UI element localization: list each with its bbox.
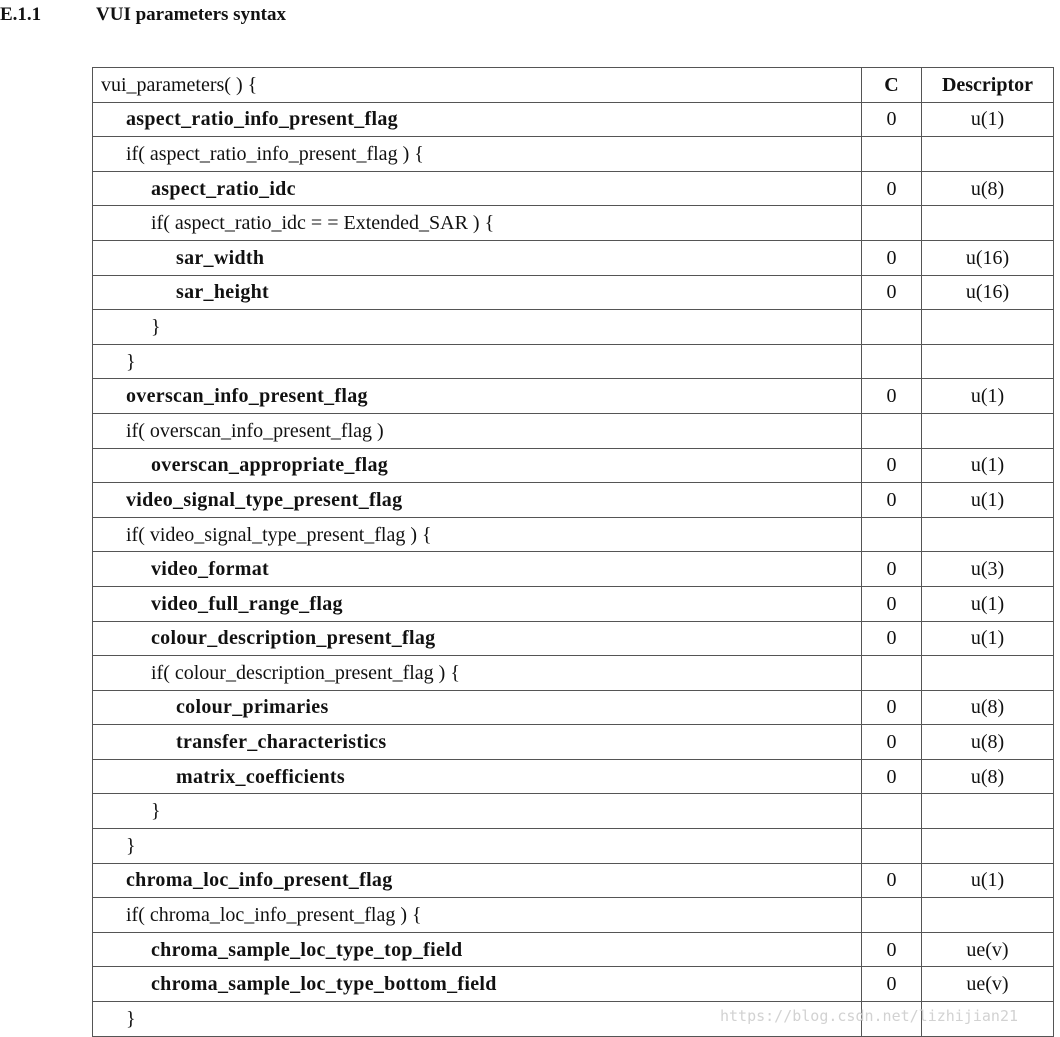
c-cell: 0 (862, 932, 922, 967)
syntax-cell: sar_height (93, 275, 862, 310)
syntax-cell: if( aspect_ratio_idc = = Extended_SAR ) { (93, 206, 862, 241)
descriptor-cell: u(1) (922, 483, 1054, 518)
c-cell (862, 656, 922, 691)
c-cell: 0 (862, 967, 922, 1002)
table-row (93, 171, 1054, 206)
syntax-cell: sar_width (93, 240, 862, 275)
table-row (93, 275, 1054, 310)
table-row (93, 759, 1054, 794)
descriptor-cell (922, 656, 1054, 691)
syntax-cell: if( aspect_ratio_info_present_flag ) { (93, 137, 862, 172)
c-cell: 0 (862, 552, 922, 587)
descriptor-cell (922, 413, 1054, 448)
syntax-cell: overscan_appropriate_flag (93, 448, 862, 483)
table-row (93, 794, 1054, 829)
table-row (93, 725, 1054, 760)
descriptor-cell: u(16) (922, 240, 1054, 275)
c-cell (862, 898, 922, 933)
syntax-cell: if( video_signal_type_present_flag ) { (93, 517, 862, 552)
table-row (93, 621, 1054, 656)
c-cell: 0 (862, 448, 922, 483)
descriptor-cell: u(1) (922, 379, 1054, 414)
header-syntax: vui_parameters( ) { (93, 68, 862, 103)
c-cell (862, 344, 922, 379)
descriptor-cell (922, 794, 1054, 829)
c-cell (862, 310, 922, 345)
syntax-cell: video_format (93, 552, 862, 587)
descriptor-cell: u(8) (922, 690, 1054, 725)
descriptor-cell: u(8) (922, 171, 1054, 206)
watermark: https://blog.csdn.net/lizhijian21 (720, 1007, 1019, 1025)
descriptor-cell (922, 517, 1054, 552)
syntax-cell: chroma_sample_loc_type_top_field (93, 932, 862, 967)
table-row (93, 863, 1054, 898)
table-row (93, 517, 1054, 552)
descriptor-cell: u(1) (922, 102, 1054, 137)
c-cell: 0 (862, 171, 922, 206)
syntax-cell: } (93, 1002, 862, 1037)
table-row (93, 240, 1054, 275)
descriptor-cell: u(1) (922, 586, 1054, 621)
descriptor-cell (922, 310, 1054, 345)
section-number: E.1.1 (0, 4, 42, 25)
syntax-cell: aspect_ratio_idc (93, 171, 862, 206)
table-row (93, 102, 1054, 137)
c-cell: 0 (862, 725, 922, 760)
syntax-cell: matrix_coefficients (93, 759, 862, 794)
table-row (93, 829, 1054, 864)
descriptor-cell: u(8) (922, 725, 1054, 760)
syntax-cell: transfer_characteristics (93, 725, 862, 760)
syntax-cell: overscan_info_present_flag (93, 379, 862, 414)
c-cell: 0 (862, 102, 922, 137)
table-row (93, 898, 1054, 933)
table-row (93, 690, 1054, 725)
table-row (93, 137, 1054, 172)
syntax-cell: video_full_range_flag (93, 586, 862, 621)
table-row (93, 967, 1054, 1002)
table-row (93, 586, 1054, 621)
table-row (93, 448, 1054, 483)
syntax-cell: colour_description_present_flag (93, 621, 862, 656)
c-cell: 0 (862, 759, 922, 794)
syntax-cell: chroma_sample_loc_type_bottom_field (93, 967, 862, 1002)
syntax-cell: if( overscan_info_present_flag ) (93, 413, 862, 448)
c-cell (862, 517, 922, 552)
c-cell (862, 206, 922, 241)
syntax-cell: video_signal_type_present_flag (93, 483, 862, 518)
table-row (93, 310, 1054, 345)
syntax-cell: if( colour_description_present_flag ) { (93, 656, 862, 691)
c-cell (862, 794, 922, 829)
c-cell: 0 (862, 240, 922, 275)
descriptor-cell: u(1) (922, 448, 1054, 483)
c-cell: 0 (862, 690, 922, 725)
syntax-cell: chroma_loc_info_present_flag (93, 863, 862, 898)
syntax-cell: colour_primaries (93, 690, 862, 725)
descriptor-cell: u(1) (922, 863, 1054, 898)
table-row (93, 344, 1054, 379)
syntax-cell: if( chroma_loc_info_present_flag ) { (93, 898, 862, 933)
section-title: VUI parameters syntax (96, 4, 286, 25)
c-cell: 0 (862, 863, 922, 898)
table-row (93, 483, 1054, 518)
c-cell: 0 (862, 586, 922, 621)
table-row (93, 413, 1054, 448)
descriptor-cell: u(16) (922, 275, 1054, 310)
header-c: C (862, 68, 922, 103)
c-cell (862, 137, 922, 172)
syntax-cell: } (93, 829, 862, 864)
descriptor-cell: u(3) (922, 552, 1054, 587)
descriptor-cell (922, 898, 1054, 933)
descriptor-cell: ue(v) (922, 967, 1054, 1002)
table-row (93, 656, 1054, 691)
table-row (93, 932, 1054, 967)
descriptor-cell (922, 206, 1054, 241)
descriptor-cell (922, 344, 1054, 379)
table-row (93, 379, 1054, 414)
table-row (93, 552, 1054, 587)
descriptor-cell: ue(v) (922, 932, 1054, 967)
header-descriptor: Descriptor (922, 68, 1054, 103)
c-cell: 0 (862, 621, 922, 656)
c-cell (862, 413, 922, 448)
c-cell: 0 (862, 483, 922, 518)
syntax-cell: } (93, 310, 862, 345)
c-cell: 0 (862, 275, 922, 310)
descriptor-cell (922, 829, 1054, 864)
table-row (93, 206, 1054, 241)
descriptor-cell (922, 137, 1054, 172)
descriptor-cell: u(8) (922, 759, 1054, 794)
syntax-table (92, 67, 1054, 1037)
syntax-cell: } (93, 344, 862, 379)
c-cell: 0 (862, 379, 922, 414)
c-cell (862, 829, 922, 864)
descriptor-cell: u(1) (922, 621, 1054, 656)
syntax-cell: aspect_ratio_info_present_flag (93, 102, 862, 137)
table-header-row (93, 68, 1054, 103)
syntax-cell: } (93, 794, 862, 829)
